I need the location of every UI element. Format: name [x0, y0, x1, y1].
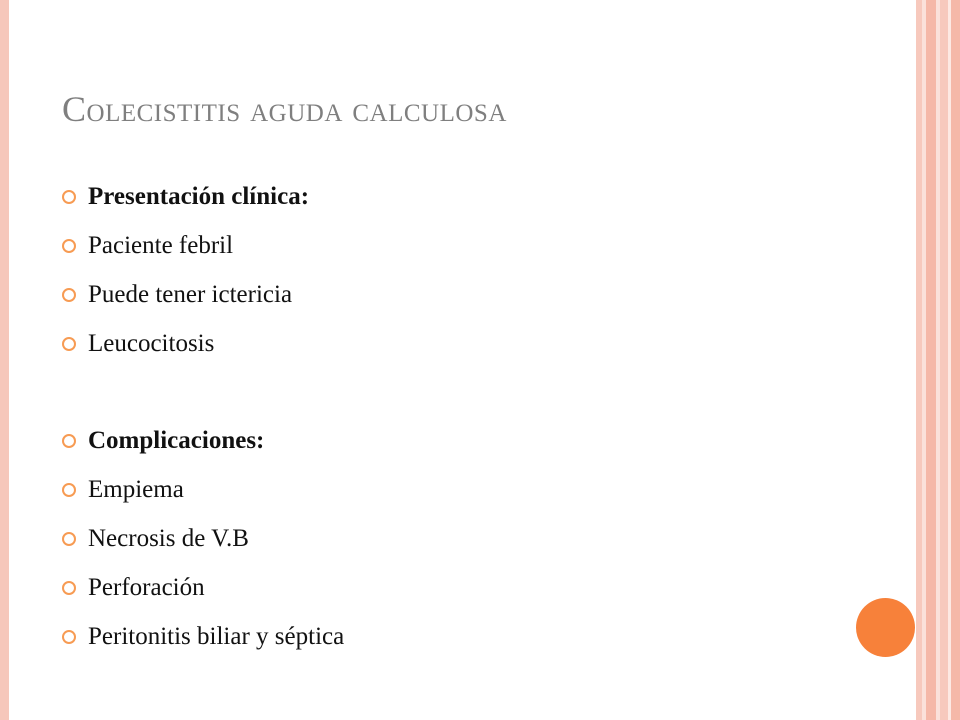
bullet-item: [62, 465, 344, 514]
right-stripes-decoration: [916, 0, 960, 720]
bullet-ring-icon: [62, 581, 76, 595]
bullet-text: Presentación clínica:: [88, 182, 310, 210]
bullet-text: Empiema: [88, 475, 184, 503]
bullet-ring-icon: [62, 532, 76, 546]
bullet-spacer: [62, 368, 344, 416]
bullet-text: Paciente febril: [88, 231, 234, 259]
orange-circle-decoration: [856, 598, 915, 657]
bullet-text: Peritonitis biliar y séptica: [88, 622, 345, 650]
bullet-ring-icon: [62, 239, 76, 253]
bullet-ring-icon: [62, 434, 76, 448]
left-border-decoration: [0, 0, 9, 720]
bullet-ring-icon: [62, 190, 76, 204]
bullet-item: [62, 221, 344, 270]
bullet-item: [62, 563, 344, 612]
bullet-item: [62, 612, 344, 661]
bullet-ring-icon: [62, 337, 76, 351]
bullet-text: Complicaciones:: [88, 426, 265, 454]
bullet-text: Perforación: [88, 573, 205, 601]
bullet-list: [62, 172, 344, 661]
bullet-text: Necrosis de V.B: [88, 524, 249, 552]
bullet-item: [62, 172, 344, 221]
bullet-ring-icon: [62, 483, 76, 497]
bullet-ring-icon: [62, 630, 76, 644]
bullet-item: [62, 319, 344, 368]
bullet-text: Puede tener ictericia: [88, 280, 293, 308]
bullet-item: [62, 270, 344, 319]
bullet-text: Leucocitosis: [88, 329, 215, 357]
bullet-item: [62, 514, 344, 563]
bullet-item: [62, 416, 344, 465]
slide-title: Colecistitis aguda calculosa: [62, 89, 507, 129]
bullet-ring-icon: [62, 288, 76, 302]
